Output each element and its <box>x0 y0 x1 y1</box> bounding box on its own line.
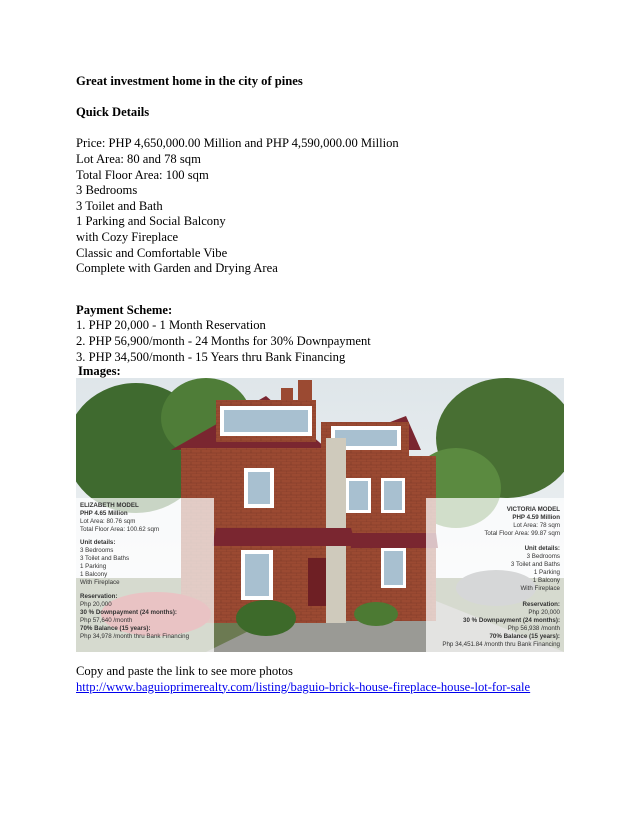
detail-line: Price: PHP 4,650,000.00 Million and PHP 4,590,000.00 Million <box>76 136 399 151</box>
overlay-text: 3 Bedrooms <box>80 547 114 554</box>
overlay-text: 3 Bedrooms <box>526 553 560 560</box>
payment-scheme-list <box>76 318 566 365</box>
overlay-text: 3 Toilet and Baths <box>510 561 560 568</box>
overlay-text: With Fireplace <box>80 579 120 586</box>
detail-line: 1 Parking and Social Balcony <box>76 214 226 229</box>
overlay-text: Php 20,000 <box>528 609 560 616</box>
overlay-text: 70% Balance (15 years): <box>489 633 560 640</box>
detail-line: Classic and Comfortable Vibe <box>76 245 228 260</box>
overlay-text: 1 Parking <box>533 569 560 576</box>
house-rendering-image <box>76 378 564 652</box>
quick-details-heading: Quick Details <box>76 105 150 120</box>
payment-line: 2. PHP 56,900/month - 24 Months for 30% Downpayment <box>76 333 371 348</box>
detail-line: Lot Area: 80 and 78 sqm <box>76 151 201 166</box>
overlay-text: VICTORIA MODEL <box>506 506 560 513</box>
overlay-text: ELIZABETH MODEL <box>80 502 139 509</box>
overlay-text: Php 20,000 <box>80 601 112 608</box>
payment-line: 1. PHP 20,000 - 1 Month Reservation <box>76 318 266 333</box>
document-title: Great investment home in the city of pines <box>76 74 303 88</box>
detail-line: Complete with Garden and Drying Area <box>76 261 278 276</box>
overlay-text: Reservation: <box>522 601 560 608</box>
overlay-text: Lot Area: 80.76 sqm <box>80 518 136 525</box>
detail-line: 3 Toilet and Bath <box>76 198 163 213</box>
overlay-text: Unit details: <box>524 545 560 552</box>
payment-line: 3. PHP 34,500/month - 15 Years thru Bank Financing <box>76 349 346 364</box>
overlay-text: Php 56,938 /month <box>507 625 560 632</box>
overlay-text: 1 Parking <box>80 563 107 570</box>
overlay-text: Php 57,640 /month <box>80 617 133 624</box>
overlay-text: 1 Balcony <box>532 577 560 584</box>
overlay-text: Total Floor Area: 100.62 sqm <box>80 526 160 533</box>
overlay-text: PHP 4.65 Million <box>80 510 128 517</box>
document-body <box>76 74 566 365</box>
listing-link[interactable]: http://www.baguioprimerealty.com/listing/baguio-brick-house-fireplace-house-lot-for-sale <box>76 679 531 694</box>
overlay-text: Php 34,978 /month thru Bank Financing <box>80 633 190 640</box>
overlay-text: Lot Area: 78 sqm <box>513 522 560 529</box>
quick-details-list <box>76 136 566 276</box>
overlay-text: 30 % Downpayment (24 months): <box>463 617 560 624</box>
overlay-text: Php 34,451.84 /month thru Bank Financing <box>442 641 560 648</box>
detail-line: 3 Bedrooms <box>76 183 138 198</box>
overlay-text: 1 Balcony <box>80 571 108 578</box>
images-label: Images: <box>78 364 121 378</box>
detail-line: Total Floor Area: 100 sqm <box>76 167 209 182</box>
overlay-text: 3 Toilet and Baths <box>80 555 130 562</box>
more-photos-section <box>76 664 530 695</box>
overlay-text: PHP 4.59 Million <box>512 514 560 521</box>
overlay-text: 30 % Downpayment (24 months): <box>80 609 177 616</box>
overlay-text: Reservation: <box>80 593 118 600</box>
copy-instruction: Copy and paste the link to see more photos <box>76 664 293 678</box>
overlay-text: 70% Balance (15 years): <box>80 625 151 632</box>
payment-scheme-heading: Payment Scheme: <box>76 302 173 317</box>
overlay-text: Total Floor Area: 99.87 sqm <box>484 530 560 537</box>
overlay-text: With Fireplace <box>520 585 560 592</box>
detail-line: with Cozy Fireplace <box>76 229 179 244</box>
overlay-text: Unit details: <box>80 539 116 546</box>
